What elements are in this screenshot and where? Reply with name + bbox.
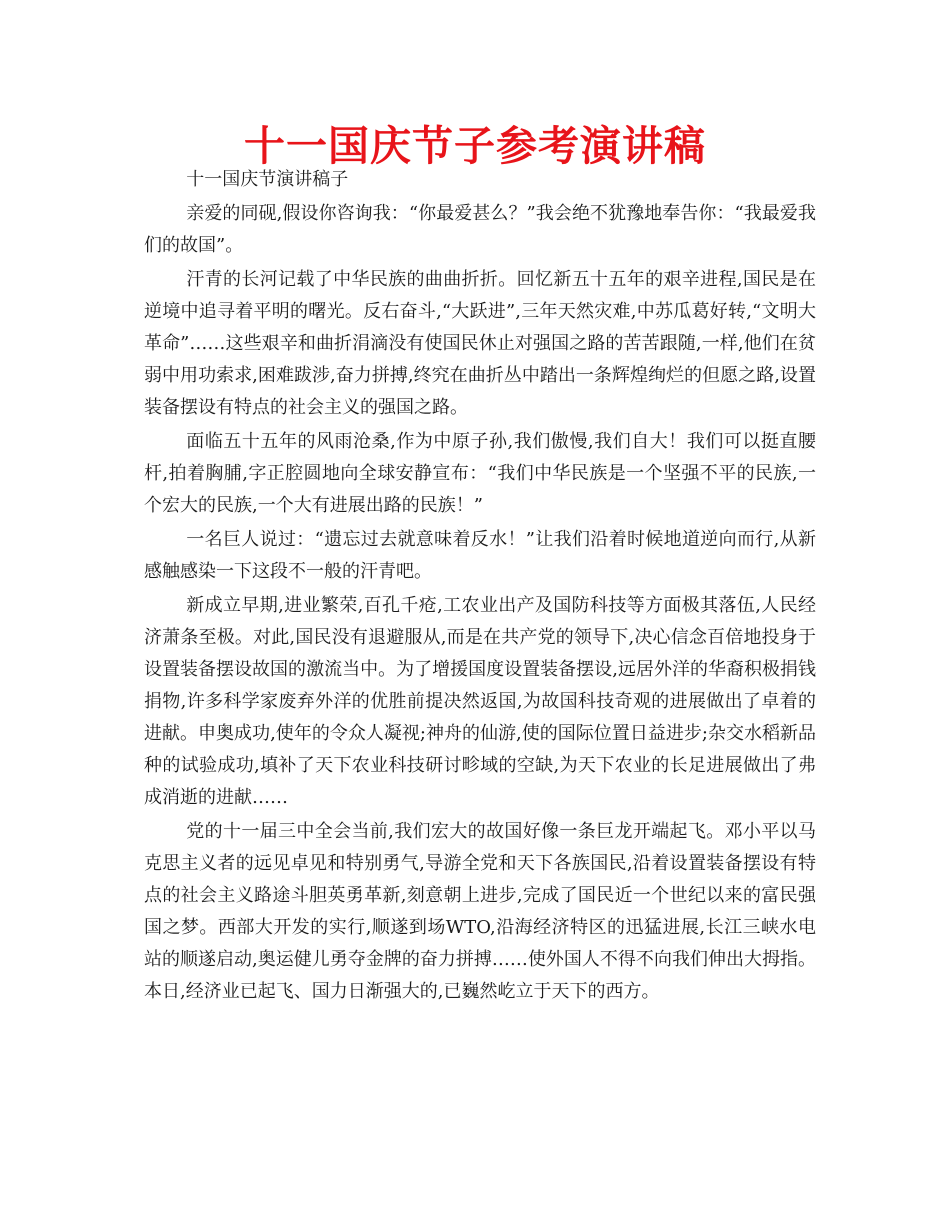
document-title: 十一国庆节子参考演讲稿	[244, 122, 706, 170]
body-paragraph: 党的十一届三中全会当前,我们宏大的故国好像一条巨龙开端起飞。邓小平以马克思主义者的远见卓见和特别勇气,导游全党和天下各族国民,沿着设置装备摆设有特点的社会主义路途斗胆英勇革新,刻意朝上进步,完成了国民近一个世纪以来的富民强国之梦。西部大开发的实行,顺遂到场WTO,沿海经济特区的迅猛进展,长江三峡水电站的顺遂启动,奥运健儿勇夺金牌的奋力拼搏……使外国人不得不向我们伸出大拇指。本日,经济业已起飞、国力日渐强大的,已巍然屹立于天下的西方。	[144, 821, 816, 1002]
body-paragraph: 新成立早期,进业繁荣,百孔千疮,工农业出产及国防科技等方面极其落伍,人民经济萧条至极。对此,国民没有退避服从,而是在共产党的领导下,决心信念百倍地投身于设置装备摆设故国的激流当中。为了增援国度设置装备摆设,远居外洋的华裔积极捐钱捐物,许多科学家废弃外洋的优胜前提决然返国,为故国科技奇观的进展做出了卓着的进献。申奥成功,使年的令众人凝视;神舟的仙游,使的国际位置日益进步;杂交水稻新品种的试验成功,填补了天下农业科技研讨畛域的空缺,为天下农业的长足进展做出了弗成消逝的进献……	[144, 595, 816, 808]
body-paragraph: 亲爱的同砚,假设你咨询我：“你最爱甚么？”我会绝不犹豫地奉告你：“我最爱我们的故国”。	[144, 203, 816, 256]
document-body	[144, 164, 816, 1010]
body-paragraph: 一名巨人说过：“遗忘过去就意味着反水！”让我们沿着时候地道逆向而行,从新感触感染一下这段不一般的汗青吧。	[144, 529, 816, 582]
body-paragraph: 面临五十五年的风雨沧桑,作为中原子孙,我们傲慢,我们自大！我们可以挺直腰杆,拍着胸脯,字正腔圆地向全球安静宣布：“我们中华民族是一个坚强不平的民族,一个宏大的民族,一个大有进展出路的民族！”	[144, 431, 816, 516]
subtitle-paragraph: 十一国庆节演讲稿子	[186, 169, 349, 190]
body-paragraph: 汗青的长河记载了中华民族的曲曲折折。回忆新五十五年的艰辛进程,国民是在逆境中追寻着平明的曙光。反右奋斗,“大跃进”,三年天然灾难,中苏瓜葛好转,“文明大革命”……这些艰辛和曲折涓滴没有使国民休止对强国之路的苦苦跟随,一样,他们在贫弱中用功索求,困难跋涉,奋力拼搏,终究在曲折丛中踏出一条辉煌绚烂的但愿之路,设置装备摆设有特点的社会主义的强国之路。	[144, 269, 816, 418]
